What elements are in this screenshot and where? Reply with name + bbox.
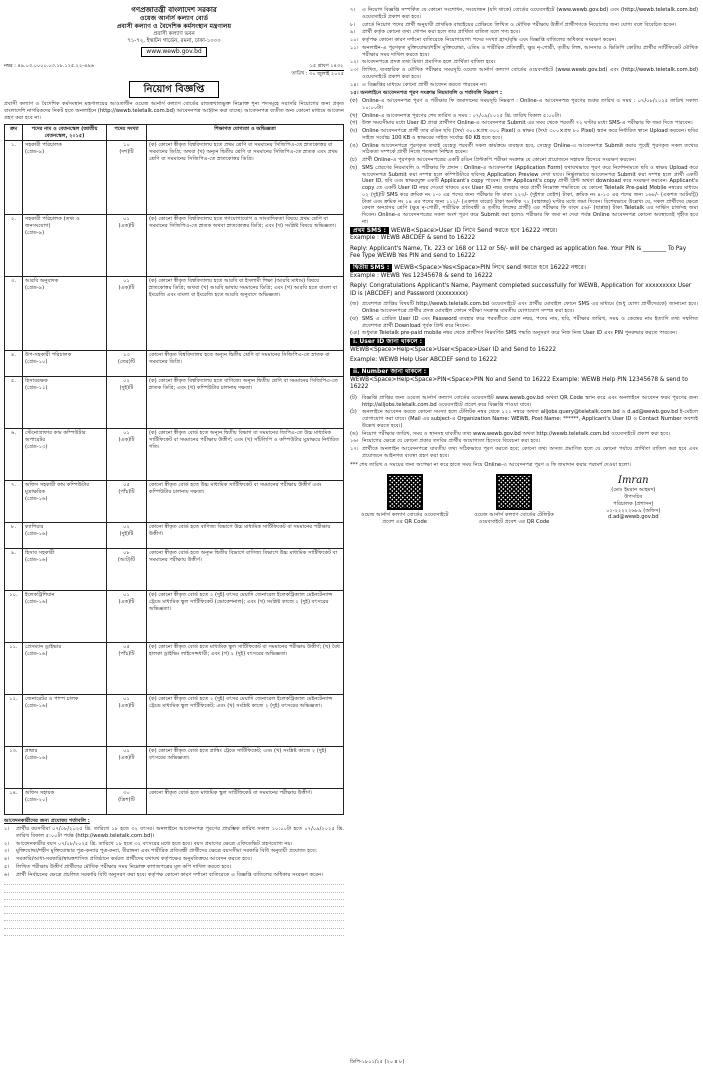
website-box[interactable]: www.wewb.gov.bd bbox=[141, 47, 206, 57]
post-name: জেনারেটর ও পাম্প চালক bbox=[25, 696, 79, 703]
row-serial: ১. bbox=[5, 141, 23, 215]
row-requirement: (ক) কোনো স্বীকৃত বোর্ড হতে প্লাম্বিং ট্রেডে সার্টিফিকেট; এবং (খ) সংশ্লিষ্ট কাজে ২ (দুই) বৎসরের অভিজ্ঞতা। bbox=[147, 747, 344, 789]
list-item bbox=[350, 98, 698, 112]
first-sms-reply: Reply: Applicant's Name, Tk. 223 or 168 or 112 or 56/- will be charged as application fee. Your PIN is ________ To Pay Fee Type WEWB Yes PIN and send to 16222 bbox=[350, 245, 687, 260]
count-number: ১৩ bbox=[123, 352, 130, 359]
list-item bbox=[350, 316, 698, 330]
list-item bbox=[350, 128, 698, 142]
memo-date bbox=[292, 63, 344, 77]
general-conditions-list bbox=[350, 7, 698, 88]
post-name: সহকারী পরিচালক bbox=[25, 142, 62, 149]
count-words: (পাঁচ)টি bbox=[118, 489, 135, 496]
item-number: ৯। bbox=[350, 29, 356, 36]
post-grade: (গ্রেড-১৬) bbox=[25, 703, 48, 710]
count-words: (দুই)টি bbox=[119, 385, 134, 392]
after-sms-list bbox=[350, 301, 698, 337]
count-number: ১০ bbox=[123, 142, 130, 149]
row-count bbox=[107, 481, 147, 523]
item-number: (ঙ) bbox=[350, 142, 358, 149]
table-row bbox=[5, 215, 344, 277]
list-item bbox=[350, 431, 698, 438]
table-row bbox=[5, 481, 344, 523]
row-count bbox=[107, 747, 147, 789]
table-row bbox=[5, 141, 344, 215]
count-number: ৩০ bbox=[123, 790, 130, 797]
signatory-designation: উপসচিব bbox=[624, 494, 643, 500]
item-number: (ট) bbox=[350, 394, 357, 401]
list-item bbox=[350, 7, 698, 21]
qr-block-website bbox=[360, 474, 450, 526]
qr-code-icon[interactable] bbox=[387, 474, 423, 510]
item-number: ১৭। bbox=[350, 446, 359, 452]
row-requirement: (ক) কোনো স্বীকৃত বিশ্ববিদ্যালয় হতে প্রথম শ্রেণি বা সমমানের সিজিপিএ-তে স্নাতকোত্তর বা সমমানের ডিগ্রি; অথবা (খ) অন্যূন দ্বিতীয় শ্রেণি বা সমমানের সিজিপিএ-তে স্নাতক এবং প্রথম শ্রেণি বা সমমানের সিজিপিএ-তে স্নাতকোত্তর ডিগ্রি। bbox=[147, 141, 344, 215]
qr-label: ওয়েজ আর্নার্স কল্যাণ বোর্ডের ওয়েবসাইটে প্রবেশ এর QR Code bbox=[360, 512, 449, 525]
post-name: অফিস সহায়ক bbox=[25, 790, 55, 797]
list-item bbox=[350, 409, 698, 429]
item-number: (ক) bbox=[350, 98, 358, 104]
intro-paragraph: প্রবাসী কল্যাণ ও বৈদেশিক কর্মসংস্থান মন্ত্রণালয়ের আওতাধীন ওয়েজ আর্নার্স কল্যাণ বোর্ডের রাজস্বখাতভুক্ত নিম্নোক্ত শূন্য পদসমূহে সরাসরি নিয়োগের জন্য প্রকৃত বাংলাদেশি নাগরিকদের নিকট হতে অনলাইনে (http://wewb.teletalk.com.bd) আবেদনপত্র আহ্বান করা যাচ্ছে। আবেদনপত্র ব্যতীত অন্য কোনো মাধ্যমে আবেদন গ্রহণ করা হবে না। bbox=[4, 101, 344, 121]
memo-number: নম্বর : ৪৯.০৩.০০০০.০৩.১৮.১২৫.২২-৪৯৬ bbox=[4, 63, 94, 70]
count-words: (দুই)টি bbox=[119, 531, 134, 538]
count-words: (এক)টি bbox=[118, 703, 135, 710]
row-requirement: (ক) কোনো স্বীকৃত বিশ্ববিদ্যালয় হতে বাণিজ্যে অন্যূন দ্বিতীয় শ্রেণি বা সমমানের সিজিপিএ-তে স্নাতক ডিগ্রি; এবং (খ) কম্পিউটার চালনায় দক্ষতা। bbox=[147, 377, 344, 429]
list-item bbox=[350, 45, 698, 59]
row-requirement: কোনো স্বীকৃত বোর্ড হতে বাণিজ্য বিভাগে উচ্চ মাধ্যমিক সার্টিফিকেট বা সমমানের পরীক্ষায় উত্তীর্ণ। bbox=[147, 523, 344, 549]
row-post bbox=[23, 747, 107, 789]
list-item bbox=[350, 59, 698, 66]
row-count bbox=[107, 695, 147, 747]
signatory-phone: ০২-২২২২২৬৮৯ (অফিস) bbox=[606, 507, 661, 514]
row-requirement: (ক) কোনো স্বীকৃত বিশ্ববিদ্যালয় হতে আরবি বা ইসলামী শিক্ষা (আরবি মাধ্যম) বিষয়ে স্নাতকোত্তর ডিগ্রি; অথবা (খ) আরবি ভাষায় সমমানের ডিগ্রি; এবং (গ) আরবি হতে বাংলা বা ইংরেজি এবং বাংলা বা ইংরেজি হতে আরবি অনুবাদে অভিজ্ঞতা। bbox=[147, 277, 344, 351]
list-item bbox=[350, 165, 698, 226]
letterhead bbox=[4, 6, 344, 57]
count-number: ০২ bbox=[123, 524, 130, 531]
count-words: (তের)টি bbox=[117, 359, 136, 366]
row-post bbox=[23, 481, 107, 523]
final-list bbox=[350, 395, 698, 460]
table-row bbox=[5, 429, 344, 481]
row-post bbox=[23, 429, 107, 481]
post-name: প্রেসম্যান ড্রাইভার bbox=[25, 644, 62, 651]
table-row bbox=[5, 695, 344, 747]
item-text: শুধুমাত্র Teletalk pre-paid mobile নম্বর থেকে প্রার্থীগণ নিম্নবর্ণিত SMS পদ্ধতি অনুসরণ করে নিজ নিজ User ID এবং PIN পুনরুদ্ধার করতে পারবেন। bbox=[362, 330, 678, 337]
item-number: ১৩। bbox=[350, 67, 359, 73]
post-grade: (গ্রেড-১১) bbox=[25, 385, 48, 392]
post-grade: (গ্রেড-২০) bbox=[25, 797, 48, 804]
row-requirement: (ক) কোনো স্বীকৃত বোর্ড হতে অন্যূন দ্বিতীয় বিভাগ বা সমমানের জিপিএ-তে উচ্চ মাধ্যমিক সার্টিফিকেট বা সমমানের পরীক্ষায় উত্তীর্ণ; এবং (খ) সাঁটলিপি ও কম্পিউটার মুদ্রাক্ষরে নির্ধারিত গতি। bbox=[147, 429, 344, 481]
count-number: ০১ bbox=[123, 748, 130, 755]
item-number: (ঝ) bbox=[350, 315, 358, 322]
item-text: প্রবেশপত্র প্রাপ্তির বিষয়টি http://wewb.teletalk.com.bd ওয়েবসাইটে এবং প্রার্থীর মোবাইল ফোনে SMS এর মাধ্যমে (শুধু যোগ্য প্রার্থীদেরকে) জানানো হবে। Online আবেদনপত্রে প্রার্থীর প্রদত্ত মোবাইল ফোনে পরীক্ষা সংক্রান্ত যাবতীয় যোগাযোগ সম্পন্ন করা হবে। bbox=[362, 301, 698, 315]
memo-line bbox=[4, 63, 344, 77]
count-number: ০৫ bbox=[123, 482, 130, 489]
count-words: (আট)টি bbox=[117, 557, 136, 564]
table-row bbox=[5, 591, 344, 643]
item-text: Online আবেদনপত্রে পূরণকৃত তথ্যই যেহেতু পরবর্তী সকল কার্যক্রমে ব্যবহৃত হবে, সেহেতু Online-এ আবেদনপত্র Submit করার পূর্বেই পূরণকৃত সকল তথ্যের সঠিকতা সম্পর্কে প্রার্থী নিজে শতভাগ নিশ্চিত হবেন। bbox=[362, 142, 698, 156]
item-text: উক্ত সময়সীমার মধ্যে User ID প্রাপ্ত প্রার্থীগণ Online-এ আবেদনপত্র Submit এর সময় থেকে পরবর্তী ৭২ ঘণ্টার মধ্যে SMS-এ পরীক্ষার ফি জমা দিতে পারবেন। bbox=[362, 120, 693, 127]
first-sms-command: WEWB<Space>User ID লিখে Send করতে হবে 16222 নম্বরে। bbox=[390, 226, 558, 234]
item-number: (ছ) bbox=[350, 164, 358, 171]
item-number: ১৬। bbox=[350, 438, 359, 445]
row-count bbox=[107, 351, 147, 377]
building-name: প্রবাসী কল্যাণ ভবন bbox=[153, 31, 195, 38]
list-item bbox=[350, 120, 698, 127]
date-bangla: ১৫ শ্রাবণ ১৪৩২ bbox=[309, 63, 344, 70]
row-post bbox=[23, 377, 107, 429]
row-serial: ১১. bbox=[5, 643, 23, 695]
count-words: (এক)টি bbox=[118, 599, 135, 606]
item-text: নিয়োগ পরীক্ষার তারিখ, সময় ও স্থানসহ যাবতীয় তথ্য www.wewb.gov.bd অথবা http://wewb.teletalk.com.bd ওয়েবসাইটে প্রকাশ করা হবে। bbox=[362, 430, 670, 437]
item-number: ৮। bbox=[350, 21, 356, 28]
row-serial: ৭. bbox=[5, 481, 23, 523]
item-text: প্রার্থী Online-এ পূরণকৃত আবেদনপত্রের একটি রঙিন প্রিন্টকপি পরীক্ষা সংক্রান্ত যে কোনো প্রয়োজনে সহায়ক হিসেবে সংরক্ষণ করবেন। bbox=[362, 157, 637, 163]
row-serial: ১২. bbox=[5, 695, 23, 747]
list-item bbox=[4, 864, 344, 871]
row-post bbox=[23, 643, 107, 695]
item-number: ১১। bbox=[350, 44, 359, 51]
item-text: অনলাইন-এ পূরণকৃত মুক্তিযোদ্ধা/শহীদ মুক্তিযোদ্ধা, এতিম ও শারীরিক প্রতিবন্ধী, ক্ষুদ্র নৃ-গোষ্ঠী, তৃতীয় লিঙ্গ, আনসার ও ভিডিপি কোটায় প্রার্থীর সার্টিফিকেট মৌখিক পরীক্ষার সময় দাখিল করতে হবে। bbox=[362, 44, 698, 58]
post-grade: (গ্রেড-১৬) bbox=[25, 599, 48, 606]
count-number: ০১ bbox=[123, 430, 130, 437]
item-number: ১। bbox=[4, 826, 10, 833]
user-id-example: Example: WEWB Help User ABCDEF send to 16222 bbox=[350, 357, 498, 364]
item-text: প্রার্থী নির্বাচনের ক্ষেত্রে প্রচলিত সরকারি বিধি অনুসরণ করা হবে। কর্তৃপক্ষ কোনো কারণ দর্শানো ব্যতিরেকে এ বিজ্ঞপ্তি বাতিলের অধিকার সংরক্ষণ করেন। bbox=[16, 871, 324, 878]
list-item bbox=[350, 113, 698, 120]
post-grade: (গ্রেড-১৬) bbox=[25, 755, 48, 762]
address: ৭১-৭২, ইস্কাটন গার্ডেন, রমনা, ঢাকা-১০০০ bbox=[127, 38, 221, 45]
row-post bbox=[23, 591, 107, 643]
list-item bbox=[350, 157, 698, 164]
ministry-name: প্রবাসী কল্যাণ ও বৈদেশিক কর্মসংস্থান মন্ত্রণালয় bbox=[116, 23, 232, 31]
count-words: (ত্রিশ)টি bbox=[118, 797, 135, 804]
notice-title: নিয়োগ বিজ্ঞপ্তি bbox=[129, 81, 220, 98]
conditions-heading: আবেদনকারীদের জন্য প্রযোজ্য শর্তাবলি : bbox=[4, 818, 90, 825]
item-number: (চ) bbox=[350, 157, 357, 163]
post-name: হিসাব সহকারী bbox=[25, 550, 55, 557]
pin-command: WEWB<Space>Help<Space>PIN<Space>PIN No and Send to 16222 Example: WEWB Help PIN 12345678 & send to 16222 bbox=[350, 376, 688, 391]
item-text: আবেদনপত্রে প্রদত্ত তথ্য মিথ্যা প্রমাণিত হলে প্রার্থিতা বাতিল হবে। bbox=[362, 59, 496, 66]
item-number: ১৪। bbox=[350, 81, 359, 88]
post-grade: (গ্রেড-১০) bbox=[25, 359, 48, 366]
row-post bbox=[23, 215, 107, 277]
qr-code-icon[interactable] bbox=[496, 474, 532, 510]
count-number: ০৮ bbox=[123, 550, 130, 557]
post-name: ক্যাশিয়ার bbox=[25, 524, 44, 531]
item-text: অনলাইনে আবেদন করতে কোনো সমস্যা হলে টেলিটক নম্বর থেকে ১২১ নম্বরে অথবা alljobs.query@teletalk.com.bd ও d.ad@wewb.gov.bd ই-মেইলে যোগাযোগ করা যাবে। (Mail এর subject-এ Organization Name: WEWB, Post Name: ******, Applicant's User ID ও Contact Number অবশ্যই উল্লেখ করতে হবে।) bbox=[362, 409, 698, 429]
item-number: (ঘ) bbox=[350, 128, 358, 134]
list-item bbox=[350, 446, 698, 460]
item-text: এ বিজ্ঞপ্তির মাধ্যমে কোনো প্রার্থী আবেদন করতে পারবেন না। bbox=[362, 81, 487, 88]
table-row bbox=[5, 351, 344, 377]
table-row bbox=[5, 643, 344, 695]
first-sms-label: প্রথম SMS : bbox=[350, 227, 389, 235]
item-number: ৭। bbox=[350, 7, 356, 13]
row-serial: ৪. bbox=[5, 351, 23, 377]
list-item bbox=[350, 395, 698, 409]
right-column bbox=[350, 6, 698, 1065]
row-requirement: কোনো স্বীকৃত বোর্ড হতে মাধ্যমিক স্কুল সার্টিফিকেট বা সমমানের পরীক্ষায় উত্তীর্ণ। bbox=[147, 789, 344, 815]
post-name: উপ-সহকারী পরিচালক bbox=[25, 352, 72, 359]
posts-table bbox=[4, 124, 344, 815]
online-heading: ১৫। অনলাইনে আবেদনপত্র পূরণ সংক্রান্ত নিয়মাবলি ও শর্তাবলি নিম্নরূপ : bbox=[350, 90, 503, 97]
table-row bbox=[5, 549, 344, 591]
pin-label: ii. Number জানা থাকলে : bbox=[350, 368, 429, 376]
row-serial: ২. bbox=[5, 215, 23, 277]
item-number: (ঞ) bbox=[350, 330, 360, 337]
gov-name: গণপ্রজাতন্ত্রী বাংলাদেশ সরকার bbox=[131, 6, 217, 14]
post-grade: (গ্রেড-৯) bbox=[25, 149, 45, 156]
item-text: Online-এ আবেদনপত্র পূরণ ও পরীক্ষার ফি জমাদানের সময়সূচি নিম্নরূপ : Online-এ আবেদনপত্র পূরণের শুরুর তারিখ ও সময় : ০৭/০৮/২০২৫ তারিখ সকাল ১০:০০টা। bbox=[362, 98, 698, 111]
list-item bbox=[350, 438, 698, 445]
signatory-name: (মোঃ ইমরান আহমদ) bbox=[611, 487, 656, 494]
item-number: ৬। bbox=[4, 871, 10, 878]
board-name: ওয়েজ আর্নার্স কল্যাণ বোর্ড bbox=[139, 15, 209, 23]
list-item bbox=[350, 82, 698, 89]
item-number: (ঠ) bbox=[350, 409, 357, 416]
footer-code: ডিপি-১৮০১/২৫ (২০ x ৮) bbox=[350, 1058, 405, 1065]
row-count bbox=[107, 429, 147, 481]
row-post bbox=[23, 549, 107, 591]
post-name: হিসাবরক্ষক bbox=[25, 378, 48, 385]
item-number: (জ) bbox=[350, 301, 359, 308]
list-item bbox=[4, 848, 344, 855]
list-item bbox=[4, 856, 344, 863]
post-name: ইলেকট্রিশিয়ান bbox=[25, 592, 55, 599]
list-item bbox=[4, 872, 344, 879]
signature-block bbox=[578, 474, 688, 521]
item-text: Online-এ আবেদনপত্র পূরণের শেষ তারিখ ও সময় : ০৭/০৯/২০২৫ খ্রি. তারিখ বিকাল ৫:০০টা। bbox=[362, 112, 562, 119]
row-requirement: কোনো স্বীকৃত বিশ্ববিদ্যালয় হতে অন্যূন দ্বিতীয় শ্রেণি বা সমমানের সিজিপিএ-তে স্নাতক বা সমমানের ডিগ্রি। bbox=[147, 351, 344, 377]
item-number: ১২। bbox=[350, 59, 359, 66]
signature-icon: Imran bbox=[618, 475, 649, 487]
item-text: প্রার্থীকে অনলাইন আবেদনপত্রে যাবতীয় তথ্য সঠিকভাবে পূরণ করতে হবে; কোনো তথ্য অসত্য প্রমাণিত হলে যে কোনো পর্যায়ে প্রার্থিতা বাতিল করা হবে এবং প্রয়োজনে আইনগত ব্যবস্থা গ্রহণ করা হবে। bbox=[362, 446, 698, 459]
closing-note: *** শেষ তারিখ ও সময়ের জন্য অপেক্ষা না করে হাতে সময় নিয়ে Online-এ আবেদনপত্র পূরণ ও ফি জমাদান করার পরামর্শ দেওয়া হলো। bbox=[350, 461, 631, 468]
user-id-command: WEWB<Space>Help<Space>User<Space>User ID and Send to 16222 bbox=[350, 346, 557, 353]
row-count bbox=[107, 523, 147, 549]
count-words: (এক)টি bbox=[118, 755, 135, 762]
item-text: মুক্তিযোদ্ধা/শহীদ মুক্তিযোদ্ধার পুত্র-কন্যার পুত্র-কন্যা, বীরাঙ্গনা এবং শারীরিক প্রতিবন্ধী প্রার্থীদের ক্ষেত্রে বয়সসীমা সরকারি বিধি অনুযায়ী প্রযোজ্য হবে। bbox=[16, 848, 317, 855]
row-count bbox=[107, 789, 147, 815]
row-count bbox=[107, 549, 147, 591]
qr-label: ওয়েজ আর্নার্স কল্যাণ বোর্ডের টেলিটক ওয়েবসাইটে প্রবেশ এর QR Code bbox=[474, 512, 554, 525]
item-text: লিখিত, ব্যবহারিক ও মৌখিক পরীক্ষার সময়সূচি ওয়েজ আর্নার্স কল্যাণ বোর্ডের ওয়েবসাইটে (www.wewb.gov.bd) এবং (http://wewb.teletalk.com.bd) ওয়েবসাইটে প্রকাশ করা হবে। bbox=[362, 67, 698, 80]
left-column bbox=[4, 6, 344, 1065]
list-item bbox=[350, 37, 698, 44]
count-words: (পাঁচ)টি bbox=[118, 651, 135, 658]
col-post: পদের নাম ও বেতনস্কেল (জাতীয় বেতনস্কেল, ২০১৫) bbox=[23, 125, 107, 141]
second-sms-command: WEWB<Space>Yes<Space>PIN লিখে send করতে হবে 16222 নম্বরে। bbox=[394, 263, 586, 271]
post-grade: (গ্রেড-৯) bbox=[25, 229, 45, 236]
list-item bbox=[350, 330, 698, 337]
row-serial: ১০. bbox=[5, 591, 23, 643]
item-text: প্রার্থী কর্তৃক কোনো তথ্য গোপন করা হলে তার প্রার্থিতা বাতিল বলে গণ্য হবে। bbox=[362, 29, 521, 36]
post-name: সহকারী পরিচালক (তথ্য ও জনসংযোগ) bbox=[25, 216, 80, 230]
item-text: বোর্ডে নিয়োগ পদের প্রার্থী অনুযায়ী প্রাথমিক বাছাইয়ের প্রেক্ষিতে লিখিত ও মৌখিক পরীক্ষায় উত্তীর্ণ প্রার্থীগণকে নিয়োগের জন্য যোগ্য বলে বিবেচিত হবেন। bbox=[362, 21, 677, 28]
row-requirement: (ক) কোনো স্বীকৃত বোর্ড হতে মাধ্যমিক স্কুল সার্টিফিকেট বা সমমানের পরীক্ষায় উত্তীর্ণ; (খ) বৈধ হালকা ড্রাইভিং লাইসেন্সধারী; এবং (গ) ২ (দুই) বৎসরের অভিজ্ঞতা। bbox=[147, 643, 344, 695]
list-item bbox=[4, 826, 344, 840]
table-row bbox=[5, 277, 344, 351]
row-count bbox=[107, 377, 147, 429]
item-text: নিয়োগের ক্ষেত্রে যে কোনো প্রকার তদবির প্রার্থীর অযোগ্যতা হিসেবে বিবেচনা করা হবে। bbox=[362, 438, 541, 445]
count-words: (দশ)টি bbox=[119, 149, 134, 156]
signatory-title: পরিচালক (প্রশাসন) bbox=[613, 500, 654, 507]
user-id-retrieve bbox=[350, 338, 698, 346]
pin-retrieve bbox=[350, 368, 698, 376]
count-number: ০২ bbox=[123, 378, 130, 385]
row-serial: ৯. bbox=[5, 549, 23, 591]
item-number: ২। bbox=[4, 840, 10, 847]
user-id-label: i. User ID জানা থাকলে : bbox=[350, 338, 425, 346]
list-item bbox=[350, 301, 698, 315]
post-grade: (গ্রেড-১৬) bbox=[25, 651, 48, 658]
post-grade: (গ্রেড-১৬) bbox=[25, 531, 48, 538]
row-count bbox=[107, 643, 147, 695]
row-post bbox=[23, 523, 107, 549]
item-number: ৫। bbox=[4, 863, 10, 870]
count-words: (এক)টি bbox=[118, 285, 135, 292]
table-row bbox=[5, 377, 344, 429]
row-requirement: (ক) কোনো স্বীকৃত বোর্ড হতে ২ (দুই) বৎসর মেয়াদি জেনারেল ইলেকট্রিক্যাল মেইনটেন্যান্স ট্রেডে মাধ্যমিক স্কুল সার্টিফিকেট; এবং (খ) সংশ্লিষ্ট কাজে ২ (দুই) বৎসরের অভিজ্ঞতা। bbox=[147, 695, 344, 747]
post-name: আরবি অনুবাদক bbox=[25, 278, 59, 285]
date-english: ৩০ জুলাই ২০২৫ bbox=[309, 70, 344, 77]
item-text: প্রার্থীর বয়সসীমা ০৭/০৮/২০২৫ খ্রি. তারিখে ১৮ হতে ৩২ বৎসর। অনলাইনে আবেদনপত্র পূরণের প্রারম্ভিক তারিখ সকাল ১০:০০টা হতে ০৭/০৯/২০২৫ খ্রি. তারিখ বিকাল ৫:০০টা পর্যন্ত (http://wewb.teletalk.com.bd)। bbox=[16, 826, 344, 839]
item-text: আবেদনকারীর বয়স ০৭/০৮/২০২৫ খ্রি. তারিখে ১৮ হতে ৩২ বৎসরের মধ্যে হতে হবে। বয়স প্রমাণের ক্ষেত্রে এফিডেভিট গ্রহণযোগ্য নয়। bbox=[16, 840, 293, 847]
conditions-list bbox=[4, 826, 344, 878]
item-text: এ নিয়োগ বিজ্ঞপ্তি সম্পর্কিত যে কোনো সংশোধন, সংযোজন (যদি থাকে) বোর্ডের ওয়েবসাইটে (www.wewb.gov.bd) এবং (http://wewb.teletalk.com.bd) ওয়েবসাইটে প্রকাশ করা হবে। bbox=[362, 7, 698, 20]
second-sms bbox=[350, 264, 698, 272]
row-serial: ১৪. bbox=[5, 789, 23, 815]
post-grade: (গ্রেড-১৩) bbox=[25, 443, 48, 450]
list-item bbox=[4, 841, 344, 848]
item-text: Online আবেদনপত্রে প্রার্থী তার রঙিন ছবি (দৈর্ঘ্য ৩০০×প্রস্থ ৩০০ Pixel) ও স্বাক্ষর (দৈর্ঘ্য ৩০০×প্রস্থ ৮০ Pixel) স্ক্যান করে নির্ধারিত স্থানে Upload করবেন। ছবির সাইজ সর্বোচ্চ 100 KB ও স্বাক্ষরের সাইজ সর্বোচ্চ 60 KB হতে হবে। bbox=[362, 128, 698, 141]
row-serial: ৫. bbox=[5, 377, 23, 429]
row-post bbox=[23, 695, 107, 747]
post-grade: (গ্রেড-৯) bbox=[25, 285, 45, 292]
row-requirement: কোনো স্বীকৃত বোর্ড হতে অন্যূন দ্বিতীয় বিভাগে বাণিজ্য বিভাগে উচ্চ মাধ্যমিক সার্টিফিকেট বা সমমানের পরীক্ষায় উত্তীর্ণ। bbox=[147, 549, 344, 591]
row-requirement: (ক) কোনো স্বীকৃত বিশ্ববিদ্যালয় হতে গণযোগাযোগ ও সাংবাদিকতা বিষয়ে প্রথম শ্রেণি বা সমমানের সিজিপিএ-তে স্নাতক অথবা স্নাতকোত্তর ডিগ্রি; এবং (খ) সংশ্লিষ্ট বিষয়ে অভিজ্ঞতা। bbox=[147, 215, 344, 277]
online-rules-list bbox=[350, 98, 698, 226]
item-number: ৪। bbox=[4, 856, 10, 863]
item-number: (ড) bbox=[350, 430, 358, 437]
second-sms-example: Example : WEWB Yes 12345678 & send to 16222 bbox=[350, 272, 493, 279]
row-count bbox=[107, 591, 147, 643]
row-post bbox=[23, 141, 107, 215]
post-grade: (গ্রেড-১৬) bbox=[25, 495, 48, 502]
item-number: ৩। bbox=[4, 848, 10, 855]
count-number: ০১ bbox=[123, 278, 130, 285]
row-serial: ৩. bbox=[5, 277, 23, 351]
count-number: ০১ bbox=[123, 216, 130, 223]
qr-and-signature bbox=[350, 474, 698, 526]
row-serial: ১৩. bbox=[5, 747, 23, 789]
row-count bbox=[107, 141, 147, 215]
list-item bbox=[350, 143, 698, 157]
table-row bbox=[5, 747, 344, 789]
count-number: ০১ bbox=[123, 592, 130, 599]
item-text: লিখিত পরীক্ষায় উত্তীর্ণ প্রার্থীদের মৌখিক পরীক্ষার সময় নিম্নোক্ত কাগজপত্রের মূল কপি দাখিল করতে হবে। bbox=[16, 863, 232, 870]
row-post bbox=[23, 351, 107, 377]
count-words: (এক)টি bbox=[118, 437, 135, 444]
item-text: SMS প্রেরণের নিয়মাবলি ও পরীক্ষার ফি প্রদান : Online-এ আবেদনপত্র (Application Form) যথাযথভাবে পূরণ করে নির্দেশনামতে ছবি ও স্বাক্ষর Upload করে আবেদনপত্র Submit করা সম্পন্ন হলে কম্পিউটারে ছবিসহ Application Preview দেখা যাবে। নির্ভুলভাবে আবেদনপত্র Submit করা সম্পন্ন হলে প্রার্থী একটি User ID, ছবি এবং স্বাক্ষরযুক্ত একটি Applicant's copy পাবেন। উক্ত Applicant's copy প্রার্থী প্রিন্ট অথবা download করে সংরক্ষণ করবেন। Applicant's copy তে একটি User ID নম্বর দেওয়া থাকবে এবং User ID নম্বর ব্যবহার করে প্রার্থী নিম্নোক্ত পদ্ধতিতে যে কোনো Teletalk Pre-paid Mobile নম্বরের মাধ্যমে ০২ (দুই)টি SMS করে ক্রমিক নং ১-৩ এর পদের জন্য পরীক্ষার ফি বাবদ ২২৩/- (দুইশত তেইশ) টাকা, ক্রমিক নং ৪-১৩ এর পদের জন্য ১৬৮/- (একশত আটষট্টি) টাকা এবং ক্রমিক নং ১৪ এর পদের জন্য ১১২/- (একশত বারো) টাকা অনধিক ৭২ (বাহাত্তর) ঘণ্টার মধ্যে জমা দিবেন। বিশেষভাবে উল্লেখ্য যে, সকল প্রার্থীদের ক্ষেত্রে কেবল অনগ্রসর শ্রেণি (ক্ষুদ্র নৃ-গোষ্ঠী, শারীরিক প্রতিবন্ধী ও তৃতীয় লিঙ্গের প্রার্থী) এর পরীক্ষার ফি বাবদ ৫৬/- (ছাপ্পান্ন) টাকা Teletalk এর সার্ভিস চার্জসহ জমা দিবেন। Online-এ আবেদনপত্রের সকল অংশ পূরণ করে Submit করা হলেও পরীক্ষার ফি জমা না দেয়া পর্যন্ত Online আবেদনপত্র কোনো অবস্থাতেই গৃহীত হবে না। bbox=[362, 164, 698, 225]
date-label: তারিখ : bbox=[291, 70, 308, 77]
item-text: বিজ্ঞপ্তি প্রাপ্তির জন্য ওয়েজ আর্নার্স কল্যাণ বোর্ডের ওয়েবসাইট www.wewb.gov.bd অথবা QR Code স্ক্যান করে এবং অনলাইনে আবেদন ফরম পূরণের জন্য http://alljobs.teletalk.com.bd ওয়েবসাইটে প্রবেশ করে বিজ্ঞপ্তি পাওয়া যাবে। bbox=[362, 394, 698, 408]
row-post bbox=[23, 789, 107, 815]
list-item bbox=[350, 67, 698, 81]
item-number: ১০। bbox=[350, 37, 359, 43]
item-number: (গ) bbox=[350, 120, 358, 127]
list-item bbox=[350, 22, 698, 29]
item-text: SMS এ প্রেরিত User ID এবং Password ব্যবহার করে পরবর্তীতে রোল নম্বর, পদের নাম, ছবি, পরীক্ষার তারিখ, সময় ও কেন্দ্রের নাম ইত্যাদি তথ্য সম্বলিত প্রবেশপত্র প্রার্থী Download পূর্বক প্রিন্ট করে নিবেন। bbox=[362, 315, 698, 329]
row-count bbox=[107, 215, 147, 277]
second-sms-label: দ্বিতীয় SMS : bbox=[350, 264, 392, 272]
row-post bbox=[23, 277, 107, 351]
col-count: পদের সংখ্যা bbox=[107, 125, 147, 141]
qr-block-teletalk bbox=[469, 474, 559, 526]
signatory-email[interactable]: d.ad@wewb.gov.bd bbox=[608, 514, 659, 521]
post-name: প্লাম্বার bbox=[25, 748, 38, 755]
table-row bbox=[5, 789, 344, 815]
list-item bbox=[350, 29, 698, 36]
col-serial: ক্রম bbox=[5, 125, 23, 141]
item-text: কর্তৃপক্ষ কোনো কারণ দর্শানো ব্যতিরেকে নিয়োগযোগ্য পদের সংখ্যা হ্রাস/বৃদ্ধি এবং বিজ্ঞপ্তি বাতিলের অধিকার সংরক্ষণ করেন। bbox=[362, 37, 617, 43]
first-sms-example: Example : WEWB ABCDEF & send to 16222 bbox=[350, 235, 476, 242]
conditions-filler bbox=[4, 879, 344, 935]
item-text: সরকারি/আধা-সরকারি/স্বায়ত্তশাসিত প্রতিষ্ঠানে কর্মরত প্রার্থীদের যথাযথ কর্তৃপক্ষের অনুমতিক্রমে আবেদন করতে হবে। bbox=[16, 856, 252, 863]
post-name: অফিস সহকারী কাম কম্পিউটার মুদ্রাক্ষরিক bbox=[25, 482, 90, 496]
count-number: ০১ bbox=[123, 696, 130, 703]
row-requirement: (ক) কোনো স্বীকৃত বোর্ড হতে ২ (দুই) বৎসর মেয়াদি জেনারেল ইলেকট্রিক্যাল মেইনটেন্যান্স ট্রেডে মাধ্যমিক স্কুল সার্টিফিকেট (ভোকেশনাল); এবং (খ) সংশ্লিষ্ট কাজে ২ (দুই) বৎসরের অভিজ্ঞতা। bbox=[147, 591, 344, 643]
table-row bbox=[5, 523, 344, 549]
second-sms-reply: Reply: Congratulations Applicant's Name, Payment completed successfully for WEWB, Application for xxxxxxxxx User ID is (ABCDEF) and Password (xxxxxxxx) bbox=[350, 283, 692, 297]
count-words: (এক)টি bbox=[118, 223, 135, 230]
table-header-row bbox=[5, 125, 344, 141]
item-number: (খ) bbox=[350, 112, 358, 119]
row-serial: ৬. bbox=[5, 429, 23, 481]
count-number: ০৫ bbox=[123, 644, 130, 651]
post-name: স্টেনোগ্রাফার কাম কম্পিউটার অপারেটর bbox=[25, 430, 86, 444]
post-grade: (গ্রেড-১৬) bbox=[25, 557, 48, 564]
row-count bbox=[107, 277, 147, 351]
row-serial: ৮. bbox=[5, 523, 23, 549]
first-sms bbox=[350, 227, 698, 235]
row-requirement: কোনো স্বীকৃত বোর্ড হতে উচ্চ মাধ্যমিক সার্টিফিকেট বা সমমানের পরীক্ষায় উত্তীর্ণ এবং কম্পিউটার চালনায় দক্ষতা। bbox=[147, 481, 344, 523]
col-requirement: শিক্ষাগত যোগ্যতা ও অভিজ্ঞতা bbox=[147, 125, 344, 141]
